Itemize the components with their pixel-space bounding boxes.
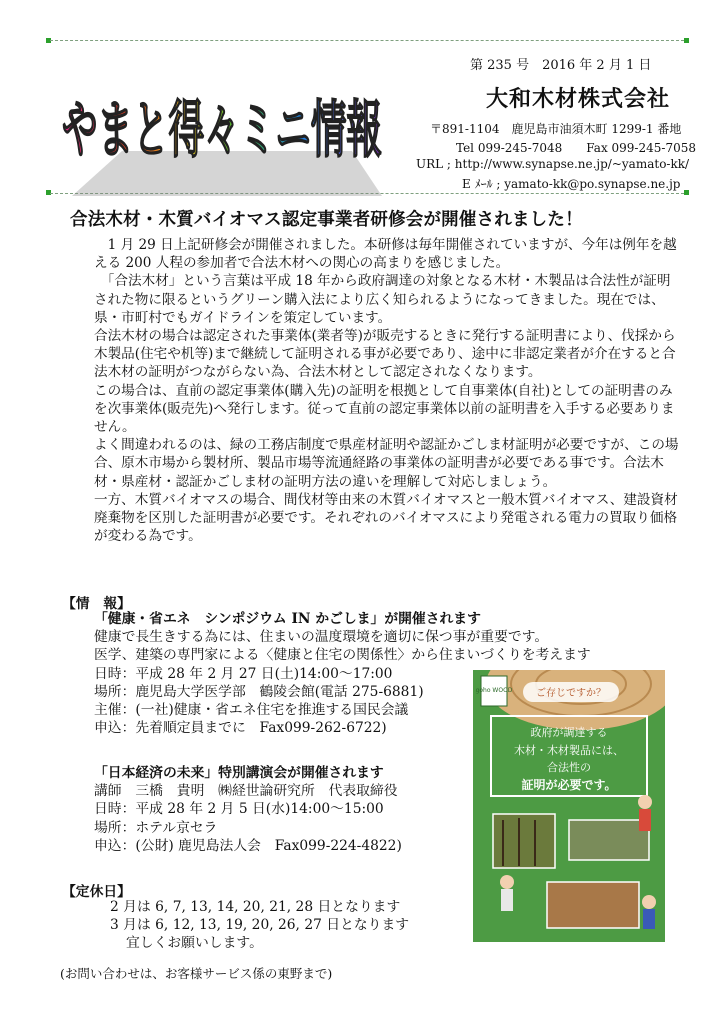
- leaflet-message-line: 木材・木材製品には、: [514, 744, 624, 757]
- frame-corner-top-right: [684, 38, 689, 43]
- leaflet-message-line: 証明が必要です。: [521, 778, 617, 792]
- logo-wordart: やまと得々ミニ情報: [62, 93, 382, 166]
- company-url[interactable]: URL ; http://www.synapse.ne.jp/~yamato-kk/: [416, 157, 690, 171]
- company-name: 大和木材株式会社: [486, 86, 671, 112]
- goho-wood-leaflet-image: [473, 670, 665, 942]
- contact-note: (お問い合わせは、お客様サービス係の東野まで): [60, 966, 333, 981]
- symposium-title: 「健康・省エネ シンポジウム IN かごしま」が開催されます: [94, 611, 481, 627]
- holiday-heading: 【定休日】: [62, 884, 131, 900]
- article-paragraph: 1 月 29 日上記研修会が開催されました。本研修は毎年開催されていますが、今年は例年を越える 200 人程の参加者で合法木材への関心の高まりを感じました。: [94, 237, 677, 272]
- leaflet-badge: goho WOOD: [475, 687, 513, 694]
- lecture-speaker: 講師 三橋 貴明 ㈱経世論研究所 代表取締役: [94, 783, 398, 800]
- symposium-line: 医学、建築の専門家による〈健康と住宅の関係性〉から住まいづくりを考えます: [94, 647, 591, 664]
- symposium-venue: 場所：鹿児島大学医学部 鶴陵会館(電話 275-6881): [94, 683, 424, 700]
- leaflet-message-line: 政府が調達する: [530, 726, 608, 739]
- article-paragraph: 合法木材の場合は認定された事業体(業者等)が販売するときに発行する証明書により、伐採から木製品(住宅や机等)まで継続して証明される事が必要であり、途中に非認定業者が介在すると合法木材の証明がつながらない為、合法木材として認定されなくなります。: [94, 328, 676, 381]
- lecture-application: 申込：(公財) 鹿児島法人会 Fax099-224-4822): [94, 837, 402, 854]
- lecture-title: 「日本経済の未来」特別講演会が開催されます: [94, 765, 384, 781]
- leaflet-message-line: 合法性の: [547, 761, 591, 774]
- info-heading: 【情 報】: [62, 596, 131, 612]
- issue-date: 第 235 号 2016 年 2 月 1 日: [470, 58, 652, 73]
- holiday-list: [110, 898, 409, 953]
- symposium-application: 申込：先着順定員までに Fax099-262-6722): [94, 720, 387, 737]
- holiday-line: 2 月は 6, 7, 13, 14, 20, 21, 28 日となります: [110, 899, 401, 915]
- symposium-line: 健康で長生きする為には、住まいの温度環境を適切に保つ事が重要です。: [94, 629, 549, 646]
- leaflet-question: ご存じですか？: [536, 688, 606, 699]
- holiday-line: 3 月は 6, 12, 13, 19, 20, 26, 27 日となります: [110, 917, 410, 934]
- article-headline: 合法木材・木質バイオマス認定事業者研修会が開催されました！: [70, 210, 583, 230]
- article-paragraph: この場合は、直前の認定事業体(購入先)の証明を根拠として自事業体(自社)としての証明書のみを次事業体(販売先)へ発行します。従って直前の認定事業体以前の証明書を入手する必要ありません。: [94, 382, 675, 436]
- lecture-notice: [94, 764, 402, 855]
- lecture-datetime: 日時：平成 28 年 2 月 5 日(水)14:00～15:00: [94, 801, 384, 818]
- header-top-divider: [50, 40, 684, 42]
- frame-corner-mid-right: [684, 190, 689, 195]
- lecture-venue: 場所：ホテル京セラ: [94, 819, 218, 836]
- company-tel-fax: Tel 099-245-7048 Fax 099-245-7058: [456, 141, 696, 155]
- symposium-datetime: 日時：平成 28 年 2 月 27 日(土)14:00～17:00: [94, 665, 393, 682]
- symposium-organizer: 主催：(一社)健康・省エネ住宅を推進する国民会議: [94, 702, 409, 719]
- holiday-closing: 宜しくお願いします。: [126, 935, 263, 952]
- article-paragraph: 「合法木材」という言葉は平成 18 年から政府調達の対象となる木材・木製品は合法性が証明された物に限るというグリーン購入法により広く知られるようになってきました。現在では、県・市町村でもガイドラインを策定しています。: [94, 273, 671, 326]
- article-body: [94, 236, 682, 545]
- article-paragraph: よく間違われるのは、緑の工務店制度で県産材証明や認証かごしま材証明が必要ですが、この場合、原木市場から製材所、製品市場等流通経路の事業体の証明書が必要である事です。合法木材・県産材・認証かごしま材の証明方法の違いを理解して対応しましょう。: [94, 437, 679, 490]
- article-paragraph: 一方、木質バイオマスの場合、間伐材等由来の木質バイオマスと一般木質バイオマス、建設資材廃棄物を区別した証明書が必要です。それぞれのバイオマスにより発電される電力の買取り価格が変わる為です。: [94, 491, 678, 545]
- leaflet-illustration: [473, 670, 665, 942]
- company-address: 〒891-1104 鹿児島市油須木町 1299-1 番地: [430, 122, 682, 136]
- company-email[interactable]: E ﾒｰﾙ ; yamato-kk@po.synapse.ne.jp: [462, 177, 681, 191]
- newsletter-logo: [52, 46, 392, 196]
